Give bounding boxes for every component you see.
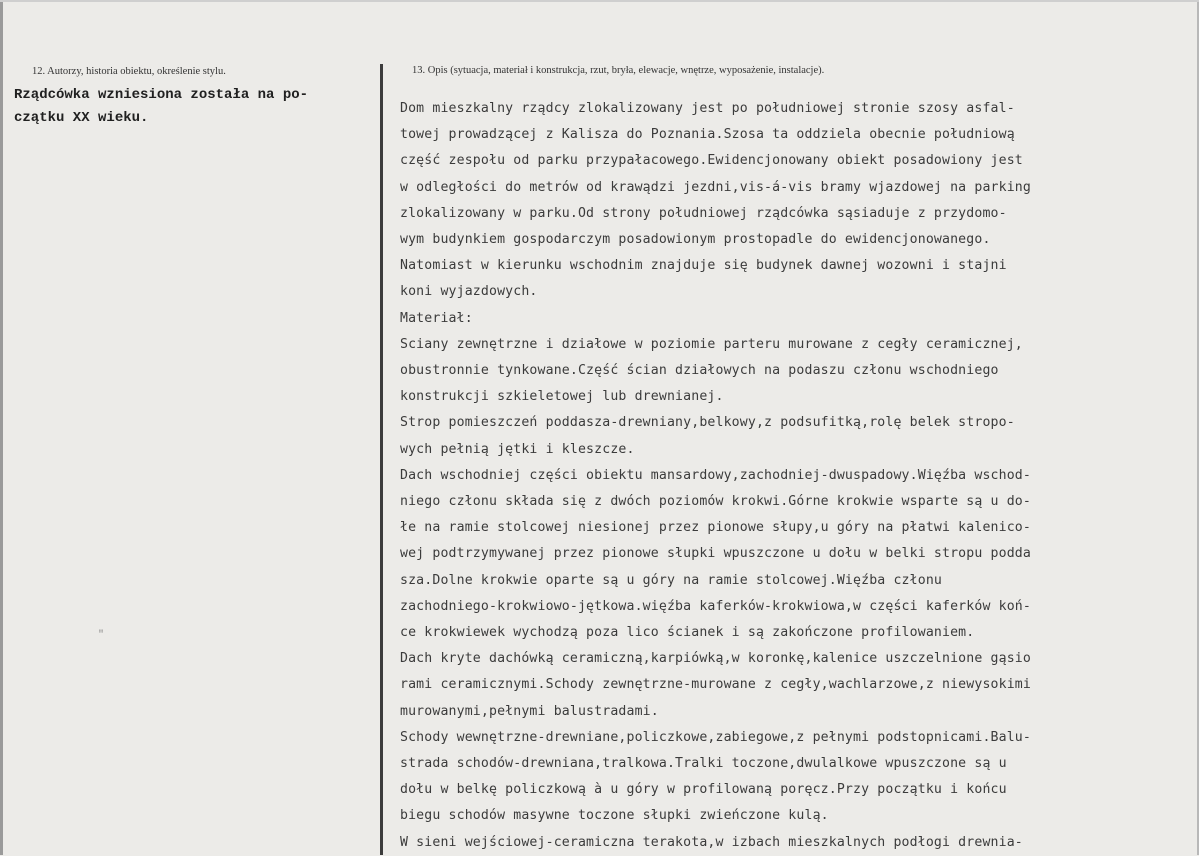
left-paper-edge: [0, 2, 3, 855]
text-line: Dach kryte dachówką ceramiczną,karpiówką,w koronkę,kalenice uszczelnione gąsio: [400, 651, 1031, 667]
section-13-text: [400, 96, 1175, 856]
text-line: sza.Dolne krokwie oparte są u góry na ramie stolcowej.Więźba członu: [400, 572, 942, 588]
text-line: Dom mieszkalny rządcy zlokalizowany jest po południowej stronie szosy asfal-: [400, 101, 1015, 116]
text-line: wej podtrzymywanej przez pionowe słupki wpuszczone u dołu w belki stropu podda: [400, 546, 1031, 562]
text-line: Strop pomieszczeń poddasza-drewniany,belkowy,z podsufitką,rolę belek stropo-: [400, 415, 1015, 431]
text-line: Dach wschodniej części obiektu mansardowy,zachodniej-dwuspadowy.Więźba wschod-: [400, 467, 1031, 483]
text-line: murowanymi,pełnymi balustradami.: [400, 703, 659, 719]
text-line: rami ceramicznymi.Schody zewnętrzne-murowane z cegły,wachlarzowe,z niewysokimi: [400, 677, 1031, 693]
text-line: Schody wewnętrzne-drewniane,policzkowe,zabiegowe,z pełnymi podstopnicami.Balu-: [400, 729, 1031, 745]
text-line: zachodniego-krokwiowo-jętkowa.więźba kaferków-krokwiowa,w części kaferków koń-: [400, 598, 1031, 614]
text-line: biegu schodów masywne toczone słupki zwieńczone kulą.: [400, 808, 829, 824]
text-line: Natomiast w kierunku wschodnim znajduje się budynek dawnej wozowni i stajni: [400, 258, 1007, 274]
section-13-heading: 13. Opis (sytuacja, materiał i konstrukcja, rzut, bryła, elewacje, wnętrze, wyposażenie, instalacje).: [412, 65, 825, 76]
text-line: obustronnie tynkowane.Część ścian działowych na podaszu członu wschodniego: [400, 363, 999, 379]
text-line: wym budynkiem gospodarczym posadowionym prostopadle do ewidencjonowanego.: [400, 232, 991, 248]
text-line: część zespołu od parku przypałacowego.Ewidencjonowany obiekt posadowiony jest: [400, 153, 1023, 169]
text-line: towej prowadzącej z Kalisza do Poznania.Szosa ta oddziela obecnie południową: [400, 127, 1015, 143]
text-line: koni wyjazdowych.: [400, 284, 538, 300]
text-line: Materiał:: [400, 310, 473, 326]
text-line: czątku XX wieku.: [14, 110, 149, 126]
text-line: strada schodów-drewniana,tralkowa.Tralki toczone,dwulalkowe wpuszczone są u: [400, 756, 1007, 772]
text-line: dołu w belkę policzkową à u góry w profilowaną poręcz.Przy początku i końcu: [400, 782, 1007, 798]
text-line: Rządcówka wzniesiona została na po-: [14, 87, 309, 103]
section-12-text: [14, 84, 369, 130]
text-line: niego członu składa się z dwóch poziomów krokwi.Górne krokwie wsparte są u do-: [400, 494, 1031, 510]
text-line: konstrukcji szkieletowej lub drewnianej.: [400, 389, 724, 405]
text-line: Sciany zewnętrzne i działowe w poziomie parteru murowane z cegły ceramicznej,: [400, 336, 1023, 352]
stray-mark: ": [98, 630, 105, 641]
text-line: wych pełnią jętki i kleszcze.: [400, 441, 635, 457]
text-line: w odległości do metrów od krawądzi jezdni,vis-á-vis bramy wjazdowej na parking: [400, 179, 1031, 195]
text-line: ce krokwiewek wychodzą poza lico ścianek i są zakończone profilowaniem.: [400, 625, 975, 641]
text-line: zlokalizowany w parku.Od strony południowej rządcówka sąsiaduje z przydomo-: [400, 205, 1007, 221]
text-line: W sieni wejściowej-ceramiczna terakota,w izbach mieszkalnych podłogi drewnia-: [400, 834, 1023, 850]
text-line: łe na ramie stolcowej niesionej przez pionowe słupy,u góry na płatwi kalenico-: [400, 520, 1031, 536]
section-12-heading: 12. Autorzy, historia obiektu, określenie stylu.: [32, 66, 226, 77]
column-divider: [380, 64, 383, 855]
